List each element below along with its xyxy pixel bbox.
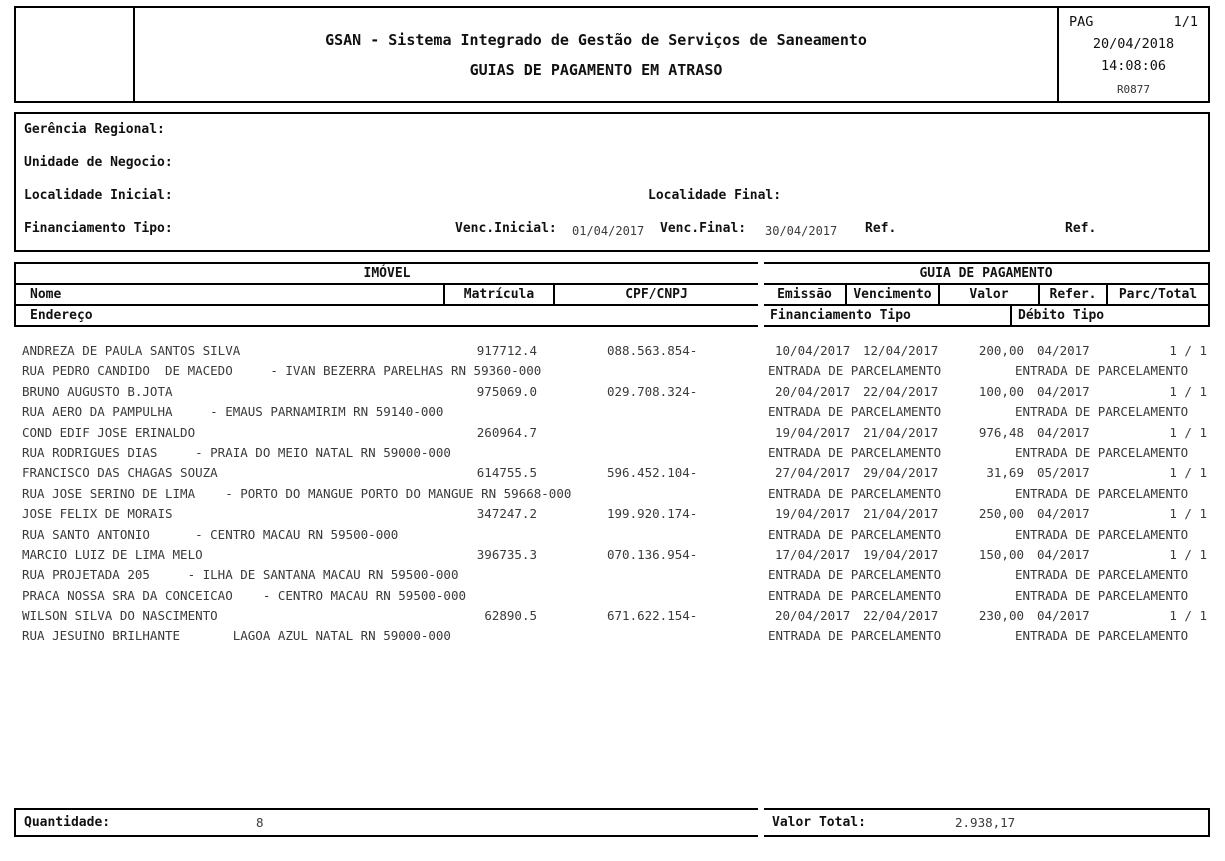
report-subtitle: GUIAS DE PAGAMENTO EM ATRASO — [469, 60, 723, 79]
debito-tipo-value: ENTRADA DE PARCELAMENTO — [1015, 587, 1189, 603]
localidade-inicial-label: Localidade Inicial: — [24, 188, 173, 203]
gerencia-regional-label: Gerência Regional: — [24, 122, 165, 137]
record-address-line — [14, 442, 1210, 462]
record-address-line — [14, 401, 1210, 421]
cpf-cnpj-value: 088.563.854- — [607, 343, 698, 358]
financiamento-tipo-value: ENTRADA DE PARCELAMENTO — [768, 404, 942, 420]
financiamento-tipo-value: ENTRADA DE PARCELAMENTO — [768, 363, 942, 379]
nome-value: MARCIO LUIZ DE LIMA MELO — [22, 546, 203, 562]
record-address-line — [14, 524, 1210, 544]
venc-final-value: 30/04/2017 — [765, 224, 838, 238]
column-header-endereco: Endereço — [14, 304, 760, 327]
vencimento-value: 12/04/2017 — [863, 343, 939, 358]
debito-tipo-value: ENTRADA DE PARCELAMENTO — [1015, 444, 1189, 460]
column-header-emissao: Emissão — [762, 283, 847, 306]
valor-value: 250,00 — [978, 506, 1024, 522]
nome-value: ANDREZA DE PAULA SANTOS SILVA — [22, 343, 241, 358]
emissao-value: 19/04/2017 — [775, 506, 851, 522]
debito-tipo-value: ENTRADA DE PARCELAMENTO — [1015, 628, 1189, 644]
column-header-cpf-cnpj: CPF/CNPJ — [553, 283, 760, 306]
report-code: R0877 — [1116, 83, 1151, 96]
financiamento-tipo-value: ENTRADA DE PARCELAMENTO — [768, 567, 942, 583]
record-name-line — [14, 340, 1210, 360]
parc-total-value: 1 / 1 — [1169, 424, 1207, 440]
unidade-negocio-label: Unidade de Negocio: — [24, 155, 173, 170]
header-gap — [758, 304, 764, 327]
refer-value: 05/2017 — [1037, 465, 1090, 481]
valor-value: 230,00 — [978, 608, 1024, 624]
debito-tipo-value: ENTRADA DE PARCELAMENTO — [1015, 567, 1189, 583]
debito-tipo-value: ENTRADA DE PARCELAMENTO — [1015, 526, 1189, 542]
quantidade-value: 8 — [256, 815, 264, 830]
valor-value: 31,69 — [986, 465, 1024, 481]
record-name-line — [14, 462, 1210, 482]
record-name-line — [14, 503, 1210, 523]
refer-value: 04/2017 — [1037, 608, 1090, 624]
valor-total-value: 2.938,17 — [955, 815, 1016, 830]
vencimento-value: 21/04/2017 — [863, 506, 939, 522]
valor-value: 100,00 — [978, 383, 1024, 399]
page-label: PAG — [1069, 14, 1094, 30]
ref1-label: Ref. — [865, 221, 897, 236]
endereco-value: RUA RODRIGUES DIAS - PRAIA DO MEIO NATAL RN 59000-000 — [22, 444, 451, 460]
valor-total-label: Valor Total: — [772, 815, 866, 830]
header-gap — [758, 283, 764, 306]
record-address-line — [14, 564, 1210, 584]
endereco-value: RUA PEDRO CANDIDO DE MACEDO - IVAN BEZERRA PARELHAS RN 59360-000 — [22, 363, 542, 379]
cpf-cnpj-value: 070.136.954- — [607, 546, 698, 562]
emissao-value: 20/04/2017 — [775, 608, 851, 624]
venc-inicial-value: 01/04/2017 — [572, 224, 645, 238]
ref2-label: Ref. — [1065, 221, 1097, 236]
group-header-imovel: IMÓVEL — [14, 262, 760, 285]
header-gap — [758, 262, 764, 285]
refer-value: 04/2017 — [1037, 343, 1090, 358]
cpf-cnpj-value: 671.622.154- — [607, 608, 698, 624]
parc-total-value: 1 / 1 — [1169, 546, 1207, 562]
endereco-value: RUA JOSE SERINO DE LIMA - PORTO DO MANGUE PORTO DO MANGUE RN 59668-000 — [22, 485, 572, 501]
matricula-value: 396735.3 — [476, 546, 537, 562]
emissao-value: 10/04/2017 — [775, 343, 851, 358]
nome-value: WILSON SILVA DO NASCIMENTO — [22, 608, 218, 624]
record-address-line — [14, 483, 1210, 503]
debito-tipo-value: ENTRADA DE PARCELAMENTO — [1015, 363, 1189, 379]
vencimento-value: 22/04/2017 — [863, 608, 939, 624]
matricula-value: 917712.4 — [476, 343, 537, 358]
column-header-refer: Refer. — [1038, 283, 1108, 306]
financiamento-tipo-label: Financiamento Tipo: — [24, 221, 173, 236]
parc-total-value: 1 / 1 — [1169, 383, 1207, 399]
vencimento-value: 22/04/2017 — [863, 383, 939, 399]
endereco-value: PRACA NOSSA SRA DA CONCEICAO - CENTRO MACAU RN 59500-000 — [22, 587, 467, 603]
page-number: 1/1 — [1173, 14, 1198, 30]
endereco-value: RUA JESUINO BRILHANTE LAGOA AZUL NATAL RN 59000-000 — [22, 628, 451, 644]
endereco-value: RUA AERO DA PAMPULHA - EMAUS PARNAMIRIM RN 59140-000 — [22, 404, 444, 420]
cpf-cnpj-value: 596.452.104- — [607, 465, 698, 481]
valor-value: 200,00 — [978, 343, 1024, 358]
totals-bar — [14, 808, 1210, 837]
parc-total-value: 1 / 1 — [1169, 465, 1207, 481]
column-header-vencimento: Vencimento — [845, 283, 940, 306]
endereco-value: RUA SANTO ANTONIO - CENTRO MACAU RN 59500-000 — [22, 526, 399, 542]
column-header-matricula: Matrícula — [443, 283, 555, 306]
financiamento-tipo-value: ENTRADA DE PARCELAMENTO — [768, 485, 942, 501]
nome-value: COND EDIF JOSE ERINALDO — [22, 424, 196, 440]
nome-value: BRUNO AUGUSTO B.JOTA — [22, 383, 173, 399]
column-header-valor: Valor — [938, 283, 1040, 306]
matricula-value: 975069.0 — [476, 383, 537, 399]
financiamento-tipo-value: ENTRADA DE PARCELAMENTO — [768, 628, 942, 644]
vencimento-value: 21/04/2017 — [863, 424, 939, 440]
parc-total-value: 1 / 1 — [1169, 608, 1207, 624]
refer-value: 04/2017 — [1037, 546, 1090, 562]
localidade-final-label: Localidade Final: — [648, 188, 782, 203]
report-date: 20/04/2018 — [1092, 36, 1175, 52]
record-address-line — [14, 625, 1210, 645]
parc-total-value: 1 / 1 — [1169, 506, 1207, 522]
column-header-financiamento-tipo: Financiamento Tipo — [762, 304, 1012, 327]
record-address-line — [14, 360, 1210, 380]
group-header-guia-pagamento: GUIA DE PAGAMENTO — [762, 262, 1210, 285]
matricula-value: 260964.7 — [476, 424, 537, 440]
filters-box — [14, 112, 1210, 252]
financiamento-tipo-value: ENTRADA DE PARCELAMENTO — [768, 444, 942, 460]
vencimento-value: 29/04/2017 — [863, 465, 939, 481]
table-body — [14, 340, 1210, 646]
cpf-cnpj-value: 029.708.324- — [607, 383, 698, 399]
valor-value: 150,00 — [978, 546, 1024, 562]
report-title: GSAN - Sistema Integrado de Gestão de Serviços de Saneamento — [325, 30, 867, 49]
debito-tipo-value: ENTRADA DE PARCELAMENTO — [1015, 404, 1189, 420]
column-header-nome: Nome — [14, 283, 445, 306]
refer-value: 04/2017 — [1037, 383, 1090, 399]
report-time: 14:08:06 — [1100, 58, 1167, 74]
matricula-value: 347247.2 — [476, 506, 537, 522]
matricula-value: 62890.5 — [484, 608, 537, 624]
report-logo-box — [14, 6, 135, 103]
record-name-line — [14, 544, 1210, 564]
cpf-cnpj-value: 199.920.174- — [607, 506, 698, 522]
table-header — [14, 262, 1210, 327]
refer-value: 04/2017 — [1037, 424, 1090, 440]
vencimento-value: 19/04/2017 — [863, 546, 939, 562]
column-header-debito-tipo: Débito Tipo — [1010, 304, 1210, 327]
emissao-value: 27/04/2017 — [775, 465, 851, 481]
column-header-parc-total: Parc/Total — [1106, 283, 1210, 306]
refer-value: 04/2017 — [1037, 506, 1090, 522]
record-address-line — [14, 585, 1210, 605]
emissao-value: 20/04/2017 — [775, 383, 851, 399]
valor-total-cell — [762, 808, 1210, 837]
financiamento-tipo-value: ENTRADA DE PARCELAMENTO — [768, 587, 942, 603]
record-name-line — [14, 381, 1210, 401]
footer-gap — [758, 808, 764, 837]
venc-inicial-label: Venc.Inicial: — [455, 221, 557, 236]
valor-value: 976,48 — [978, 424, 1024, 440]
quantidade-label: Quantidade: — [24, 815, 111, 830]
report-title-box — [133, 6, 1059, 103]
quantidade-cell — [14, 808, 760, 837]
nome-value: FRANCISCO DAS CHAGAS SOUZA — [22, 465, 218, 481]
matricula-value: 614755.5 — [476, 465, 537, 481]
emissao-value: 17/04/2017 — [775, 546, 851, 562]
report-meta-box — [1057, 6, 1210, 103]
record-name-line — [14, 605, 1210, 625]
venc-final-label: Venc.Final: — [660, 221, 747, 236]
parc-total-value: 1 / 1 — [1169, 343, 1207, 358]
record-name-line — [14, 422, 1210, 442]
debito-tipo-value: ENTRADA DE PARCELAMENTO — [1015, 485, 1189, 501]
emissao-value: 19/04/2017 — [775, 424, 851, 440]
financiamento-tipo-value: ENTRADA DE PARCELAMENTO — [768, 526, 942, 542]
endereco-value: RUA PROJETADA 205 - ILHA DE SANTANA MACAU RN 59500-000 — [22, 567, 459, 583]
nome-value: JOSE FELIX DE MORAIS — [22, 506, 173, 522]
